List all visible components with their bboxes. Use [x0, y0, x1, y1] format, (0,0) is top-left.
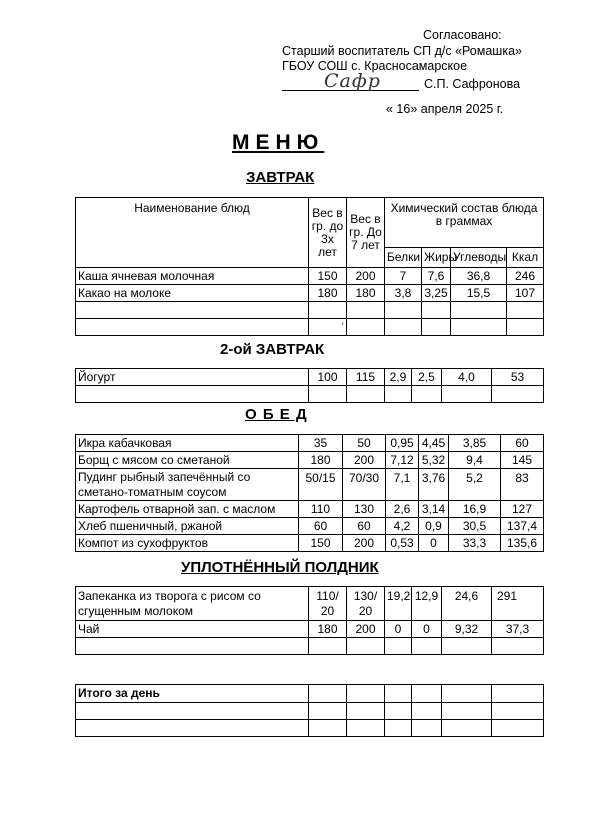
- dish-name: Картофель отварной зап. с маслом: [76, 501, 299, 518]
- approval-organization: ГБОУ СОШ с. Красносамарское: [282, 59, 468, 73]
- proteins: 0,95: [386, 435, 419, 452]
- lunch-table: [75, 434, 544, 552]
- kcal: 145: [501, 452, 544, 469]
- section-title-lunch: О Б Е Д: [245, 406, 308, 423]
- signature: Сафр: [324, 70, 381, 92]
- second-breakfast-table: [75, 368, 544, 403]
- proteins: 7,12: [386, 452, 419, 469]
- proteins: 0: [385, 621, 412, 638]
- dish-name: Йогурт: [76, 369, 309, 386]
- carbs: 36,8: [451, 268, 507, 285]
- carbs: 15,5: [451, 285, 507, 302]
- kcal: 83: [501, 469, 544, 501]
- table-row: [76, 518, 544, 535]
- weight-7y: 115: [347, 369, 385, 386]
- carbs: 16,9: [449, 501, 501, 518]
- total-table: [75, 684, 544, 737]
- table-row: [76, 469, 544, 501]
- approval-label: Согласовано:: [423, 28, 502, 42]
- section-title-snack: УПЛОТНЁННЫЙ ПОЛДНИК: [181, 559, 379, 576]
- fats: 0: [419, 535, 449, 552]
- table-row-empty: [76, 638, 544, 655]
- fats: 7,6: [422, 268, 451, 285]
- kcal: 107: [507, 285, 544, 302]
- header-fats: Жиры: [422, 248, 451, 268]
- weight-3y: 60: [299, 518, 343, 535]
- carbs: 9,32: [442, 621, 492, 638]
- total-label: Итого за день: [76, 685, 309, 703]
- header-proteins: Белки: [385, 248, 422, 268]
- kcal: 60: [501, 435, 544, 452]
- table-row: [76, 435, 544, 452]
- dish-name: Борщ с мясом со сметаной: [76, 452, 299, 469]
- kcal: 53: [492, 369, 544, 386]
- weight-3y: 180: [309, 621, 347, 638]
- table-row-empty: ʼ: [76, 319, 544, 336]
- kcal: 37,3: [492, 621, 544, 638]
- table-row: [76, 452, 544, 469]
- carbs: 3,85: [449, 435, 501, 452]
- header-kcal: Ккал: [507, 248, 544, 268]
- kcal: 135,6: [501, 535, 544, 552]
- weight-3y: 110/ 20: [309, 587, 347, 621]
- table-row: [76, 501, 544, 518]
- kcal: 137,4: [501, 518, 544, 535]
- proteins: 19,2: [385, 587, 412, 621]
- weight-7y: 200: [347, 621, 385, 638]
- table-row-empty: [76, 703, 544, 720]
- proteins: 2,6: [386, 501, 419, 518]
- kcal: 246: [507, 268, 544, 285]
- dish-name: Компот из сухофруктов: [76, 535, 299, 552]
- fats: 2,5: [412, 369, 442, 386]
- table-row-empty: [76, 302, 544, 319]
- header-chemical-composition: Химический состав блюда в граммах: [385, 198, 544, 248]
- header-weight-7y: Вес в гр. До 7 лет: [347, 198, 385, 268]
- carbs: 5,2: [449, 469, 501, 501]
- dish-name: Икра кабачковая: [76, 435, 299, 452]
- section-title-second-breakfast: 2-ой ЗАВТРАК: [220, 341, 325, 358]
- carbs: 30,5: [449, 518, 501, 535]
- weight-3y: 35: [299, 435, 343, 452]
- header-dish-name: Наименование блюд: [76, 198, 309, 268]
- table-row: [76, 587, 544, 621]
- weight-7y: 70/30: [343, 469, 386, 501]
- fats: 3,14: [419, 501, 449, 518]
- carbs: 9,4: [449, 452, 501, 469]
- weight-3y: 150: [299, 535, 343, 552]
- proteins: 7: [385, 268, 422, 285]
- kcal: 291: [492, 587, 544, 621]
- dish-name: Чай: [76, 621, 309, 638]
- fats: 12,9: [412, 587, 442, 621]
- weight-3y: 150: [309, 268, 347, 285]
- proteins: 3,8: [385, 285, 422, 302]
- weight-7y: 60: [343, 518, 386, 535]
- weight-3y: 180: [299, 452, 343, 469]
- dish-name: Каша ячневая молочная: [76, 268, 309, 285]
- header-carbs: Углеводы: [451, 248, 507, 268]
- weight-7y: 50: [343, 435, 386, 452]
- snack-table: [75, 586, 544, 655]
- weight-7y: 130/ 20: [347, 587, 385, 621]
- total-row: [76, 685, 544, 703]
- table-row: [76, 268, 544, 285]
- table-row: [76, 535, 544, 552]
- weight-7y: 200: [343, 452, 386, 469]
- proteins: 0,53: [386, 535, 419, 552]
- weight-3y: 100: [309, 369, 347, 386]
- breakfast-table: [75, 197, 544, 336]
- dish-name: Хлеб пшеничный, ржаной: [76, 518, 299, 535]
- table-row: [76, 285, 544, 302]
- page-title: МЕНЮ: [232, 131, 325, 154]
- fats: 3,76: [419, 469, 449, 501]
- weight-7y: 200: [347, 268, 385, 285]
- fats: 0: [412, 621, 442, 638]
- carbs: 33,3: [449, 535, 501, 552]
- proteins: 2,9: [385, 369, 412, 386]
- approval-position: Старший воспитатель СП д/с «Ромашка»: [282, 44, 522, 58]
- dish-name: Запеканка из творога с рисом со сгущенным молоком: [76, 587, 309, 621]
- fats: 3,25: [422, 285, 451, 302]
- weight-3y: 180: [309, 285, 347, 302]
- weight-7y: 200: [343, 535, 386, 552]
- proteins: 4,2: [386, 518, 419, 535]
- proteins: 7,1: [386, 469, 419, 501]
- weight-7y: 180: [347, 285, 385, 302]
- approval-date: « 16» апреля 2025 г.: [386, 102, 504, 116]
- fats: 4,45: [419, 435, 449, 452]
- table-row: [76, 621, 544, 638]
- section-title-breakfast: ЗАВТРАК: [246, 169, 315, 186]
- dish-name: Какао на молоке: [76, 285, 309, 302]
- dish-name: Пудинг рыбный запечённый со сметано-томатным соусом: [76, 469, 299, 501]
- header-weight-3y: Вес в гр. до 3х лет: [309, 198, 347, 268]
- weight-3y: 110: [299, 501, 343, 518]
- weight-7y: 130: [343, 501, 386, 518]
- fats: 5,32: [419, 452, 449, 469]
- kcal: 127: [501, 501, 544, 518]
- signer-name: С.П. Сафронова: [424, 77, 521, 91]
- weight-3y: 50/15: [299, 469, 343, 501]
- table-row-empty: [76, 386, 544, 403]
- carbs: 4,0: [442, 369, 492, 386]
- table-row: [76, 369, 544, 386]
- table-row-empty: [76, 720, 544, 737]
- carbs: 24,6: [442, 587, 492, 621]
- fats: 0,9: [419, 518, 449, 535]
